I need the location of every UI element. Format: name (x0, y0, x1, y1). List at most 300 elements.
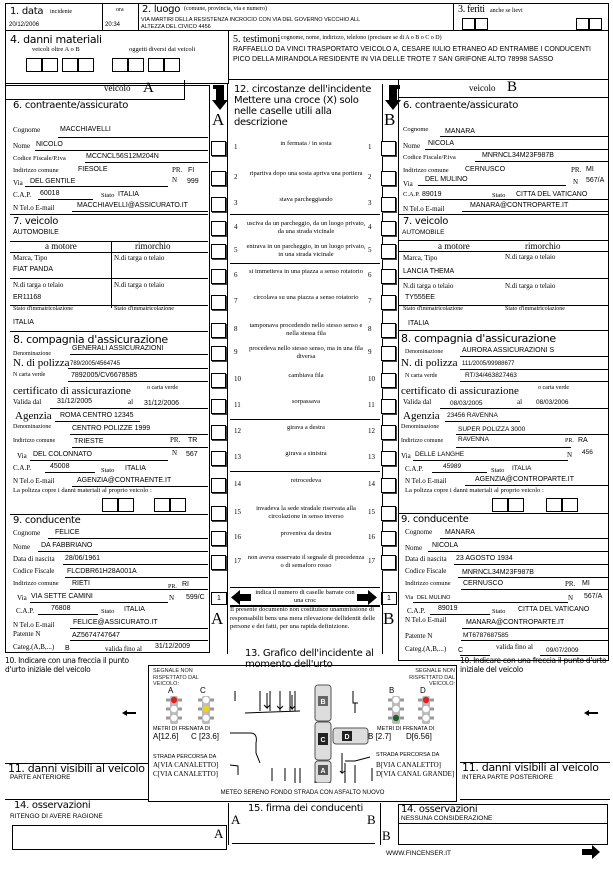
b-valida-al[interactable]: 08/03/2006 (536, 399, 569, 406)
circumstance-text: girava a sinistra (285, 450, 327, 457)
a-carta-verde[interactable]: 7892005/CV6678585 (71, 372, 138, 379)
b-denominazione-label: Denominazione (405, 349, 443, 355)
b-cond-pr[interactable]: MI (582, 580, 590, 587)
b-ag-denominazione[interactable]: SUPER POLIZZA 3000 (458, 426, 526, 433)
intersection-drawing (230, 683, 380, 783)
circumstance-checkbox-a[interactable] (211, 323, 226, 338)
damage-vehicles-label: veicoli oltre A o B (32, 46, 80, 53)
circumstance-row (230, 268, 380, 290)
b-ag-via[interactable]: DELLE LANGHE (415, 451, 465, 458)
a-osservazioni[interactable]: RITENGO DI AVERE RAGIONE (10, 813, 103, 820)
traffic-light-icon (198, 695, 214, 725)
circumstance-checkbox-b[interactable] (381, 478, 396, 493)
road-a[interactable]: A[VIA CANALETTO] (153, 761, 219, 769)
sig-a-letter: A (231, 812, 241, 827)
a-ag-denominazione[interactable]: CENTRO POLIZZE 1999 (72, 425, 151, 432)
a-valida-fino[interactable]: 31/12/2009 (155, 643, 191, 650)
impact-arrow-b-icon[interactable] (584, 710, 598, 716)
a-compagnia[interactable]: GENERALI ASSICURAZIONI (72, 345, 164, 352)
circumstance-checkbox-b[interactable] (381, 531, 396, 546)
a-cond-cognome[interactable]: FELICE (55, 529, 80, 536)
circumstance-number: 3 (234, 199, 238, 207)
b-count-letter: B (383, 609, 395, 628)
data-nascita-label: Data di nascita (13, 555, 55, 563)
b-via-label-2: Via (401, 452, 411, 460)
injured-sub: anche se lievi (490, 8, 523, 14)
traffic-light-icon (418, 695, 434, 725)
b-ag-cap[interactable]: 45989 (443, 463, 462, 470)
section-time (102, 3, 139, 31)
s11-label-a: 11. danni visibili al veicolo (8, 762, 145, 775)
car-label-d: D (344, 734, 350, 741)
b-data-nascita-label: Data di nascita (405, 555, 447, 563)
disclaimer: Il presente documento non costituisce unammissione di responsabilit bens una mera rilevazione dellidentit delle persone e dei fatti, per una rapida definizione. (230, 606, 376, 630)
circumstance-text: circolava su una piazza a senso rotatorio (253, 294, 359, 301)
circumstance-checkbox-a[interactable] (211, 506, 226, 521)
cond-cap-label: C.A.P. (16, 607, 35, 615)
car-label-a: A (320, 768, 326, 775)
circumstance-row (230, 294, 380, 316)
date-sub: incidente (50, 9, 72, 15)
a-cf[interactable]: MCCNCL56S12M204N (86, 153, 159, 160)
b-cond-via[interactable]: DEL MULINO (417, 595, 451, 601)
comune-label: Indirizzo comune (13, 167, 59, 174)
circumstance-checkbox-b[interactable] (381, 295, 396, 310)
circumstance-number: 5 (234, 246, 238, 254)
circumstance-checkbox-a[interactable] (211, 531, 226, 546)
b-valida-dal[interactable]: 08/03/2005 (450, 400, 483, 407)
time-value[interactable]: 20:34 (105, 22, 121, 28)
b-patente[interactable]: MT6787687585 (463, 632, 509, 639)
circumstance-number-right: 1 (368, 143, 372, 151)
a-cond-cap[interactable]: 76808 (51, 605, 71, 612)
b-targa-label-2: N.di targa o telaio (403, 282, 454, 290)
pr-label-2: PR. (170, 436, 181, 444)
traffic-light-icon (388, 695, 404, 725)
checkbox[interactable] (78, 58, 94, 72)
arrow-left-icon (231, 590, 251, 605)
b-agenzia-label: Agenzia (403, 410, 440, 422)
circumstance-checkbox-b[interactable] (381, 425, 396, 440)
b-targa[interactable]: TY555EE (405, 294, 435, 301)
divider (230, 471, 380, 472)
b-cond-cf[interactable]: MNRNCL34M23F987B (462, 569, 534, 576)
light-label-c: C (200, 686, 206, 695)
b-cap[interactable]: 89019 (422, 191, 442, 198)
checkbox[interactable] (154, 498, 170, 512)
s11-label-b: 11. danni visibili al veicolo (462, 761, 599, 774)
injured-label: 3. feriti (458, 4, 485, 15)
road-c[interactable]: C[VIA CANALETTO] (153, 770, 219, 778)
b-osservazioni[interactable]: NESSUNA CONSIDERAZIONE (401, 815, 493, 822)
tel-label-2: N Tel.o E-mail (13, 477, 55, 485)
light-label-b: B (389, 686, 395, 695)
circumstance-checkbox-a[interactable] (211, 171, 226, 186)
b-pr[interactable]: MI (586, 166, 594, 173)
circumstance-checkbox-b[interactable] (381, 399, 396, 414)
weather-road[interactable]: METEO SERENO FONDO STRADA CON ASFALTO NUOVO (220, 790, 385, 796)
circumstance-checkbox-b[interactable] (381, 171, 396, 186)
circumstance-checkbox-b[interactable] (381, 555, 396, 570)
place-value[interactable]: VIA MARTIRI DELLA RESISTENZA INCROCIO CON VIA DEL GOVERNO VECCHIO ALL ALTEZZA DEL CIVICO 4456 (141, 17, 360, 30)
checkbox[interactable] (164, 58, 180, 72)
a-cond-n[interactable]: 599/C (186, 594, 205, 601)
circumstance-text: usciva da un parcheggio, da un luogo privato, da una strada vicinale (246, 220, 366, 235)
b-count-box[interactable]: 1 (381, 592, 397, 605)
a-count-box[interactable]: 1 (211, 592, 227, 605)
b-marca-label: Marca, Tipo (403, 254, 438, 262)
al-label: al (128, 398, 134, 406)
circumstance-number-right: 17 (368, 557, 375, 565)
b-tel-label-2: N Tel.o E-mail (405, 477, 447, 485)
b-ag-pr[interactable]: RA (578, 437, 588, 444)
s10-label-a: 10. Indicare con una freccia il punto d'urto iniziale del veicolo (5, 656, 129, 674)
b-cond-nome[interactable]: NICOLA (432, 542, 459, 549)
circumstance-checkbox-a[interactable] (211, 269, 226, 284)
stato-imm-label-r: Stato d'immatricolazione (114, 306, 174, 312)
checkbox[interactable] (62, 58, 78, 72)
checkbox[interactable] (118, 498, 134, 512)
a-comune[interactable]: FIESOLE (78, 166, 108, 173)
checkbox[interactable] (462, 18, 475, 30)
vehicle-a-column-letter: A (212, 110, 225, 129)
circumstance-checkbox-a[interactable] (211, 451, 226, 466)
checkbox[interactable] (170, 498, 186, 512)
a-ag-pr[interactable]: TR (188, 437, 198, 444)
stato-label-b: Stato (492, 192, 506, 199)
checkbox[interactable] (128, 58, 144, 72)
checkbox[interactable] (475, 18, 488, 30)
road-d[interactable]: D[VIA CANAL GRANDE] (376, 770, 455, 778)
b-valida-fino[interactable]: 09/07/2009 (546, 647, 579, 654)
circumstances-title: 12. circostanze dell'incidente (234, 84, 372, 95)
a-stato-imm[interactable]: ITALIA (13, 319, 34, 326)
b-n-label-2: N (567, 451, 573, 459)
marca-label: Marca, Tipo (13, 254, 48, 262)
circumstance-number: 13 (234, 453, 241, 461)
n-label-2: N (172, 449, 178, 457)
circumstance-row (230, 505, 380, 527)
braking-d[interactable]: D[6.56] (406, 732, 432, 741)
sig-b-letter-right: B (382, 828, 391, 843)
a-ag-cap[interactable]: 45008 (50, 463, 70, 470)
tel-label: N Tel.o E-mail (13, 204, 55, 212)
a-email[interactable]: MACCHIAVELLI@ASSICURATO.IT (77, 202, 188, 209)
a-patente[interactable]: AZ5674747647 (72, 632, 120, 639)
circumstances-instruction: Mettere una croce (X) solo nelle caselle utili alla descrizione (234, 95, 359, 128)
vehicle-a-title (5, 80, 185, 100)
b-cond-comune[interactable]: CERNUSCO (463, 580, 504, 587)
circumstance-checkbox-b[interactable] (381, 197, 396, 212)
a-via[interactable]: DEL GENTILE (30, 178, 76, 185)
circumstance-checkbox-a[interactable] (211, 425, 226, 440)
checkbox[interactable] (508, 498, 524, 512)
a-cond-email[interactable]: FELICE@ASSICURATO.IT (73, 619, 158, 626)
circumstance-checkbox-a[interactable] (211, 555, 226, 570)
signal-label-left: SEGNALE NON RISPETTATO DAL VEICOLO: (153, 668, 199, 687)
b-o-carta-verde-label: o carta verde (538, 385, 569, 391)
a-categ[interactable]: B (65, 645, 70, 652)
b-marca[interactable]: LANCIA THEMA (403, 268, 455, 275)
b-cond-tel-label: N Tel.o E-mail (405, 616, 447, 624)
a-stato[interactable]: ITALIA (118, 191, 139, 198)
checkbox[interactable] (26, 58, 42, 72)
b-polizza[interactable]: 111/2005/99988677 (462, 361, 515, 367)
circumstance-row (230, 450, 380, 472)
circumstance-number-right: 12 (368, 427, 375, 435)
impact-arrow-a-icon[interactable] (122, 710, 136, 716)
b-cond-stato-label: Stato (492, 608, 506, 615)
b-cond-email[interactable]: MANARA@CONTROPARTE.IT (466, 619, 565, 626)
observations-box-a[interactable] (12, 825, 227, 850)
braking-b[interactable]: B [2.7] (368, 732, 392, 741)
cond-cf-label: Codice Fiscale (13, 567, 55, 575)
b-targa-label: N.di targa o telaio (505, 253, 556, 261)
b-agenzia[interactable]: 23456 RAVENNA (447, 412, 498, 419)
circumstance-checkbox-b[interactable] (381, 221, 396, 236)
b-ag-email[interactable]: AGENZIA@CONTROPARTE.IT (475, 476, 575, 483)
a-cond-comune[interactable]: RIETI (72, 580, 90, 587)
witness-label: 5. testimoni (233, 34, 281, 45)
s9-title-b: 9. conducente (401, 514, 469, 525)
circumstance-checkbox-a[interactable] (211, 478, 226, 493)
circumstance-number-right: 6 (368, 271, 372, 279)
road-b[interactable]: B[VIA CANALETTO] (376, 761, 442, 769)
witness-sub: cognome, nome, indirizzo, telefono (precisare se di A o B o C o D) (281, 35, 442, 41)
b-pr-label-2: PR. (565, 438, 574, 444)
a-cognome[interactable]: MACCHIAVELLI (60, 126, 111, 133)
b-carta-verde[interactable]: RT/34/463827463 (465, 372, 517, 379)
braking-label-right: METRI DI FRENATA DI (377, 726, 435, 732)
checkbox[interactable] (546, 498, 562, 512)
sig-b-letter: B (367, 812, 376, 827)
b-cf[interactable]: MNRNCL34M23F987B (482, 152, 554, 159)
a-valida-al[interactable]: 31/12/2006 (144, 400, 180, 407)
b-comune[interactable]: CERNUSCO (465, 166, 506, 173)
circumstance-number: 11 (234, 401, 241, 409)
circumstance-checkbox-b[interactable] (381, 323, 396, 338)
b-cognome[interactable]: MANARA (445, 128, 475, 135)
section-injured (453, 3, 609, 31)
signature-field[interactable] (231, 826, 375, 842)
circumstance-number: 7 (234, 297, 238, 305)
b-n[interactable]: 567/A (586, 177, 605, 184)
circumstance-row (230, 345, 380, 367)
b-cond-stato[interactable]: CITTA DEL VATICANO (518, 606, 590, 613)
b-nome[interactable]: NICOLA (428, 140, 455, 147)
a-danni[interactable]: PARTE ANTERIORE (10, 774, 71, 781)
a-valida-dal[interactable]: 31/12/2005 (57, 398, 93, 405)
vehicle-d-car (333, 728, 368, 744)
comune-label-2: Indirizzo comune (13, 438, 56, 444)
date-value[interactable]: 20/12/2006 (9, 22, 40, 28)
light-label-d: D (420, 686, 426, 695)
b-cond-cap[interactable]: 89019 (438, 605, 458, 612)
circumstance-row (230, 322, 380, 344)
witness-value[interactable]: RAFFAELLO DA VINCI TRASPORTATO VEICOLO A, CESARE IULIO ETRANEO AD ENTRAMBE I CONDUCENTI PICO DELLA MIRANDOLA RESIDENTE IN VIA DELLE TROTE 7 SAN GRIFONE ALTO 78998 SASSO (233, 46, 591, 63)
denominazione-label: Denominazione (13, 351, 51, 357)
a-marca[interactable]: FIAT PANDA (13, 266, 54, 273)
b-stato[interactable]: CITTA DEL VATICANO (516, 191, 588, 198)
a-ag-via[interactable]: DEL COLONNATO (33, 451, 92, 458)
b-via[interactable]: DEL MULINO (425, 176, 468, 183)
circumstance-checkbox-b[interactable] (381, 451, 396, 466)
observations-box-b-header (398, 804, 608, 824)
circumstance-number-right: 11 (368, 401, 375, 409)
circumstance-checkbox-b[interactable] (381, 141, 396, 156)
circumstance-checkbox-a[interactable] (211, 197, 226, 212)
b-stato-imm[interactable]: ITALIA (408, 320, 429, 327)
a-ag-stato[interactable]: ITALIA (125, 465, 146, 472)
b-ag-comune[interactable]: RAVENNA (458, 436, 489, 443)
sketch-title: 13. Grafico dell'incidente al momento dell'urto (245, 648, 374, 670)
b-patente-label: Patente N (405, 632, 433, 640)
b-categ[interactable]: C (458, 647, 464, 654)
circumstance-number-right: 15 (368, 508, 375, 516)
divider (230, 419, 380, 420)
a-targa[interactable]: ER11168 (13, 294, 42, 301)
b-email[interactable]: MANARA@CONTROPARTE.IT (470, 202, 569, 209)
braking-a[interactable]: A[12.6] (153, 732, 179, 741)
braking-c[interactable]: C [23.6] (191, 732, 220, 741)
a-ag-n[interactable]: 567 (186, 451, 198, 458)
website: WWW.FINCENSER.IT (386, 850, 451, 857)
circumstance-text: sorpassava (291, 398, 321, 405)
o-carta-verde-label: o carta verde (147, 385, 178, 391)
next-page-arrow-icon[interactable] (582, 845, 600, 859)
s15-label: 15. firma dei conducenti (248, 803, 363, 814)
cap-label-2: C.A.P. (13, 464, 32, 472)
circumstance-row (230, 220, 380, 242)
a-cond-via[interactable]: VIA SETTE CAMINI (31, 593, 93, 600)
circumstance-checkbox-b[interactable] (381, 506, 396, 521)
a-cond-nome[interactable]: DA FABBRIANO (41, 542, 93, 549)
vehicle-a-label: veicolo (104, 83, 131, 93)
circumstance-number-right: 10 (368, 375, 375, 383)
a-pr[interactable]: FI (188, 167, 195, 174)
circumstance-row (230, 372, 380, 394)
b-cond-nascita[interactable]: 23 AGOSTO 1934 (456, 555, 513, 562)
circumstance-checkbox-a[interactable] (211, 373, 226, 388)
a-polizza[interactable]: 789/2005/4564745 (70, 361, 121, 367)
a-cond-pr[interactable]: RI (182, 581, 189, 588)
b-stato-imm-label-2: Stato d'immatricolazione (505, 306, 565, 312)
a-nome[interactable]: NICOLO (36, 141, 63, 148)
a-cond-stato[interactable]: ITALIA (124, 606, 145, 613)
a-count-letter: A (211, 609, 224, 628)
circumstance-checkbox-b[interactable] (381, 373, 396, 388)
b-veicolo[interactable]: AUTOMOBILE (402, 229, 445, 236)
cond-n-label: N (169, 594, 175, 602)
circumstance-number-right: 5 (368, 246, 372, 254)
valida-fino-label: valida fino al (105, 645, 142, 653)
circumstance-number: 17 (234, 557, 241, 565)
circumstance-checkbox-a[interactable] (211, 295, 226, 310)
date-label: 1. data (10, 6, 44, 17)
a-ag-email[interactable]: AGENZIA@CONTRAENTE.IT (77, 477, 172, 484)
circumstance-row (230, 398, 380, 420)
section-witnesses (228, 30, 609, 80)
b-compagnia[interactable]: AURORA ASSICURAZIONI S (462, 347, 555, 354)
checkbox[interactable] (42, 58, 58, 72)
circumstance-checkbox-a[interactable] (211, 399, 226, 414)
s8-title-a: 8. compagnia d'assicurazione (13, 333, 168, 346)
circumstance-text: stava parcheggiando (279, 196, 333, 203)
b-cond-comune-label: Indirizzo comune (405, 580, 451, 587)
b-cond-cognome[interactable]: MANARA (445, 529, 475, 536)
n-label-b: N (573, 178, 579, 186)
divider (230, 214, 380, 215)
circumstance-text: cambiava fila (288, 372, 324, 379)
b-copre-label: La polizza copre i danni materiali al proprio veicolo : (405, 487, 544, 494)
s6-title-b: 6. contraente/assicurato (403, 100, 519, 111)
circumstance-number: 9 (234, 348, 238, 356)
copre-label: La polizza copre i danni materiali al proprio veicolo : (13, 487, 152, 494)
observations-box-b[interactable] (398, 823, 608, 845)
b-stato-imm-label: Stato d'immatricolazione (403, 306, 463, 312)
circumstance-checkbox-a[interactable] (211, 346, 226, 361)
circumstance-text: non aveva osservato il segnale di precedenza o di semaforo rosso (247, 554, 365, 569)
circumstance-text: tamponava procedendo nello stesso senso e nella stessa fila (249, 322, 363, 337)
a-ag-comune[interactable]: TRIESTE (74, 438, 104, 445)
place-label: 2. luogo (142, 4, 181, 15)
circumstance-row (230, 140, 380, 162)
circumstance-checkbox-b[interactable] (381, 244, 396, 259)
valida-dal-label: Valida dal (13, 398, 42, 406)
b-cond-cf-label: Codice Fiscale (405, 567, 447, 575)
a-veicolo[interactable]: AUTOMOBILE (13, 229, 59, 236)
b-cond-nome-label: Nome (405, 544, 423, 552)
checkbox[interactable] (576, 18, 589, 30)
circumstance-number-right: 2 (368, 173, 372, 181)
b-ag-n[interactable]: 456 (582, 449, 593, 456)
circumstance-checkbox-a[interactable] (211, 141, 226, 156)
tel-label-b: N Tel.o E-mail (403, 205, 445, 213)
a-cond-cf[interactable]: FLCDBR61H28A001A (67, 568, 137, 575)
circumstance-checkbox-b[interactable] (381, 269, 396, 284)
circumstance-number-right: 8 (368, 325, 372, 333)
via-label-b: Via (403, 180, 413, 188)
pr-label-b: PR. (571, 166, 582, 174)
circumstance-text: entrava in un parcheggio, in un luogo privato, in una strada vicinale (246, 243, 366, 258)
checkbox[interactable] (492, 498, 508, 512)
a-cap[interactable]: 60018 (40, 190, 60, 197)
a-agenzia[interactable]: ROMA CENTRO 12345 (60, 412, 134, 419)
a-cond-nascita[interactable]: 28/06/1961 (65, 555, 101, 562)
b-cap-label-2: C.A.P. (405, 465, 424, 473)
cond-pr-label: PR. (168, 584, 177, 590)
checkbox[interactable] (148, 58, 164, 72)
via-label-2: Via (17, 452, 27, 460)
b-comune-label-2: Indirizzo comune (401, 438, 444, 444)
circumstance-checkbox-a[interactable] (211, 244, 226, 259)
checkbox[interactable] (102, 498, 118, 512)
b-cond-n[interactable]: 567/A (584, 593, 603, 600)
categ-label: Categ.(A,B,...) (13, 643, 55, 651)
circumstance-checkbox-b[interactable] (381, 346, 396, 361)
checkbox[interactable] (112, 58, 128, 72)
b-danni[interactable]: INTERA PARTE POSTERIORE (462, 774, 553, 781)
a-n[interactable]: 999 (187, 178, 199, 185)
circumstance-row (230, 170, 380, 192)
checkbox[interactable] (562, 498, 578, 512)
circumstance-checkbox-a[interactable] (211, 221, 226, 236)
vehicle-b-letter: B (507, 79, 518, 95)
checkbox[interactable] (589, 18, 602, 30)
b-ag-stato[interactable]: ITALIA (512, 465, 532, 472)
section-place (138, 3, 454, 31)
stato-label: Stato (101, 192, 115, 199)
